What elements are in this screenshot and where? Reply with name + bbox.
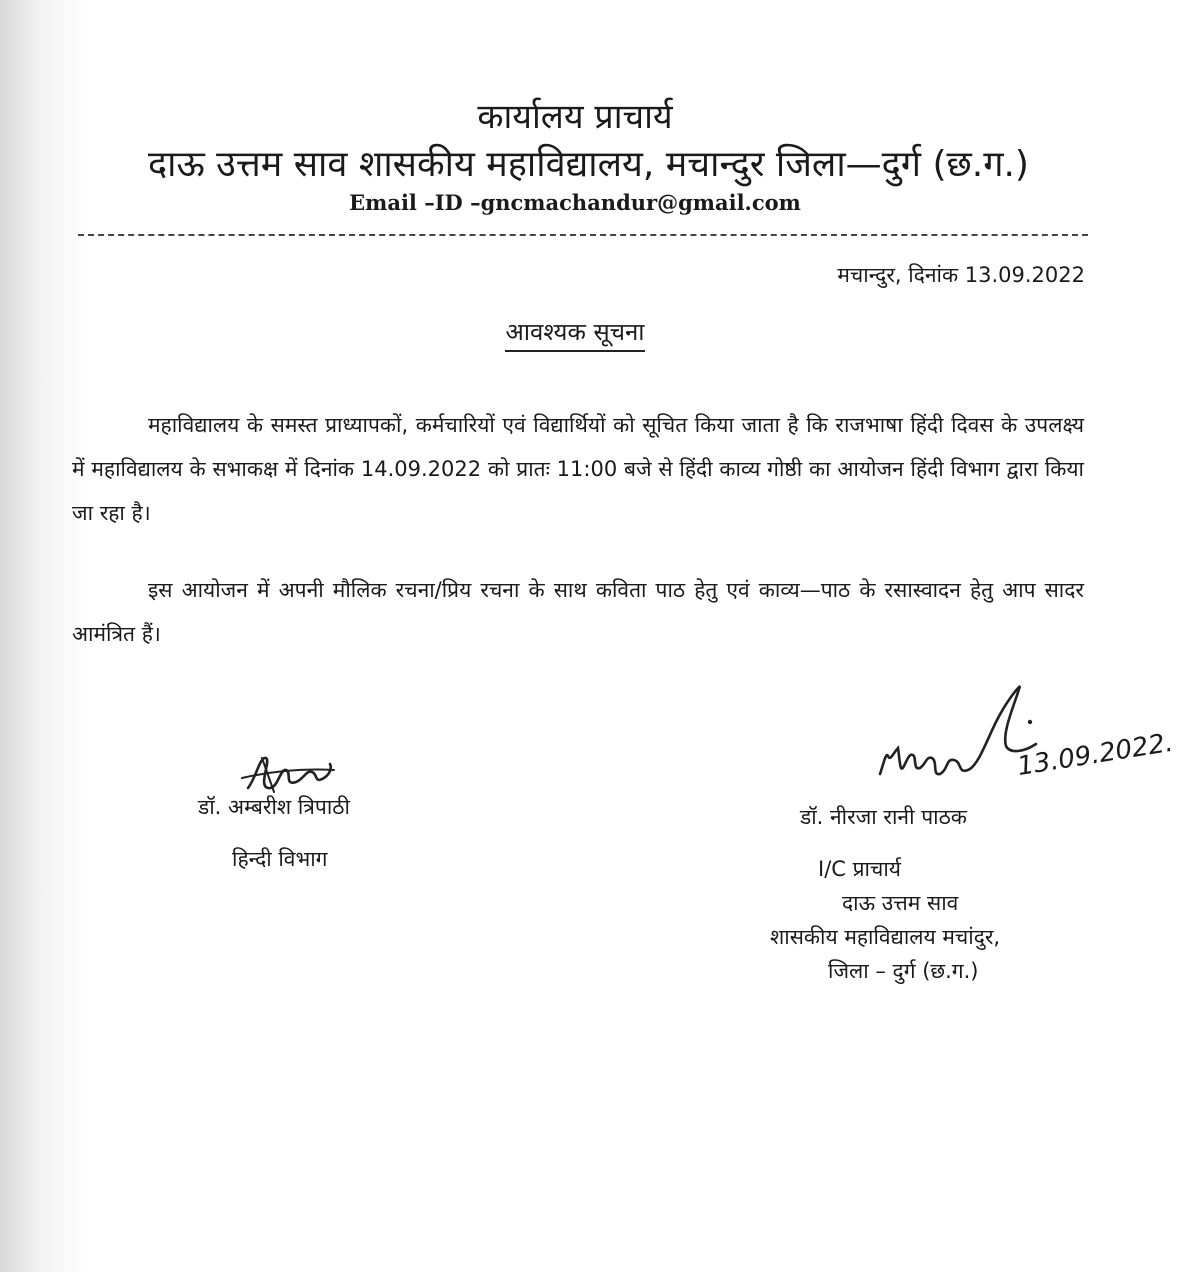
header-divider xyxy=(78,234,1088,236)
right-signatory-line-3: जिला – दुर्ग (छ.ग.) xyxy=(828,959,979,983)
email-line: Email –ID –gncmachandur@gmail.com xyxy=(349,190,801,215)
left-signatory-department: हिन्दी विभाग xyxy=(232,847,328,871)
college-title: दाऊ उत्तम साव शासकीय महाविद्यालय, मचान्दुर जिला—दुर्ग (छ.ग.) xyxy=(148,144,1029,185)
right-signatory-name: डॉ. नीरजा रानी पाठक xyxy=(800,805,967,829)
notice-subject xyxy=(0,315,1150,348)
right-signatory-designation: I/C प्राचार्य xyxy=(818,857,901,881)
right-signatory-line-1: दाऊ उत्तम साव xyxy=(842,891,959,915)
right-signatory-line-2: शासकीय महाविद्यालय मचांदुर, xyxy=(770,925,1001,949)
handwritten-date: 13.09.2022. xyxy=(1015,727,1176,782)
right-signatory-block xyxy=(770,800,1000,988)
body-paragraph-1: महाविद्यालय के समस्त प्राध्यापकों, कर्मचारियों एवं विद्यार्थियों को सूचित किया जाता है कि राजभाषा हिंदी दिवस के उपलक्ष्य में महाविद्यालय के सभाकक्ष में दिनांक 14.09.2022 को प्रातः 11:00 बजे से हिंदी काव्य गोष्ठी का आयोजन हिंदी विभाग द्वारा किया जा रहा है। xyxy=(72,413,1084,525)
notice-subject-text: आवश्यक सूचना xyxy=(505,318,644,352)
date-line: मचान्दुर, दिनांक 13.09.2022 xyxy=(837,263,1085,287)
left-signatory-name: डॉ. अम्बरीश त्रिपाठी xyxy=(198,795,350,819)
office-title: कार्यालय प्राचार्य xyxy=(477,97,673,137)
body-paragraph-2: इस आयोजन में अपनी मौलिक रचना/प्रिय रचना के साथ कविता पाठ हेतु एवं काव्य—पाठ के रसास्वादन हेतु आप सादर आमंत्रित हैं। xyxy=(72,578,1084,646)
